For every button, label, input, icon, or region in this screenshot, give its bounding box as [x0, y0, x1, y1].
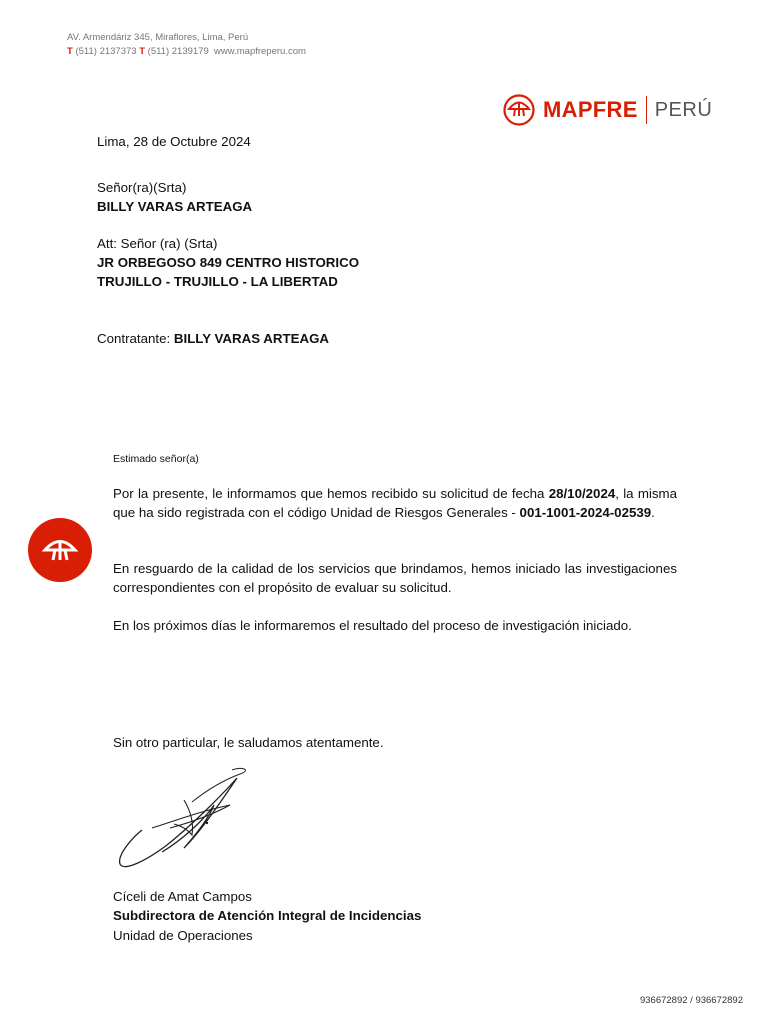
signer-name: Cíceli de Amat Campos [113, 889, 252, 904]
mapfre-side-emblem [28, 518, 92, 582]
signer-unit: Unidad de Operaciones [113, 928, 253, 943]
registration-code: 001-1001-2024-02539 [519, 505, 652, 520]
paragraph-2: En resguardo de la calidad de los servicios que brindamos, hemos iniciado las investigaciones correspondientes con el propósito de evaluar su solicitud. [113, 561, 677, 595]
request-date: 28/10/2024 [548, 486, 616, 501]
header-contact [67, 45, 306, 58]
phone-label: T [139, 46, 146, 57]
greeting: Estimado señor(a) [113, 453, 199, 465]
p1-end: . [651, 505, 655, 520]
recipient-name: BILLY VARAS ARTEAGA [97, 199, 253, 214]
contractor-line [97, 329, 329, 348]
p1-text: Por la presente, le informamos que hemos recibido su solicitud de fecha [113, 486, 549, 501]
closing: Sin otro particular, le saludamos atentamente. [113, 735, 384, 750]
address-line-2: TRUJILLO - TRUJILLO - LA LIBERTAD [97, 274, 338, 289]
signer-title: Subdirectora de Atención Integral de Incidencias [113, 908, 422, 923]
logo-divider [646, 96, 647, 124]
brand-country: PERÚ [654, 98, 713, 121]
mapfre-emblem-icon [40, 530, 80, 570]
handwritten-signature [112, 760, 262, 875]
paragraph-3: En los próximos días le informaremos el resultado del proceso de investigación iniciado. [113, 618, 632, 633]
att-line: Att: Señor (ra) (Srta) [97, 236, 218, 251]
phone-label: T [67, 46, 73, 57]
phone-number: (511) 2139179 [147, 46, 209, 57]
phone-number: (511) 2137373 [75, 46, 137, 57]
contractor-name: BILLY VARAS ARTEAGA [173, 331, 330, 346]
salutation-line: Señor(ra)(Srta) [97, 180, 187, 195]
website-link[interactable]: www.mapfreperu.com [214, 46, 306, 57]
paragraph-1 [113, 484, 677, 522]
document-reference: 936672892 / 936672892 [639, 995, 743, 1006]
p1-text: , la misma que ha sido registrada con el código Unidad de Riesgos Generales - [113, 486, 677, 520]
header-address: AV. Armendáriz 345, Miraflores, Lima, Perú [67, 32, 249, 43]
contractor-label: Contratante: [97, 331, 171, 346]
mapfre-emblem-icon [503, 94, 535, 126]
address-line-1: JR ORBEGOSO 849 CENTRO HISTORICO [97, 255, 360, 270]
place-date: Lima, 28 de Octubre 2024 [97, 134, 251, 149]
mapfre-logo [503, 90, 723, 130]
brand-wordmark: MAPFRE [543, 97, 638, 122]
